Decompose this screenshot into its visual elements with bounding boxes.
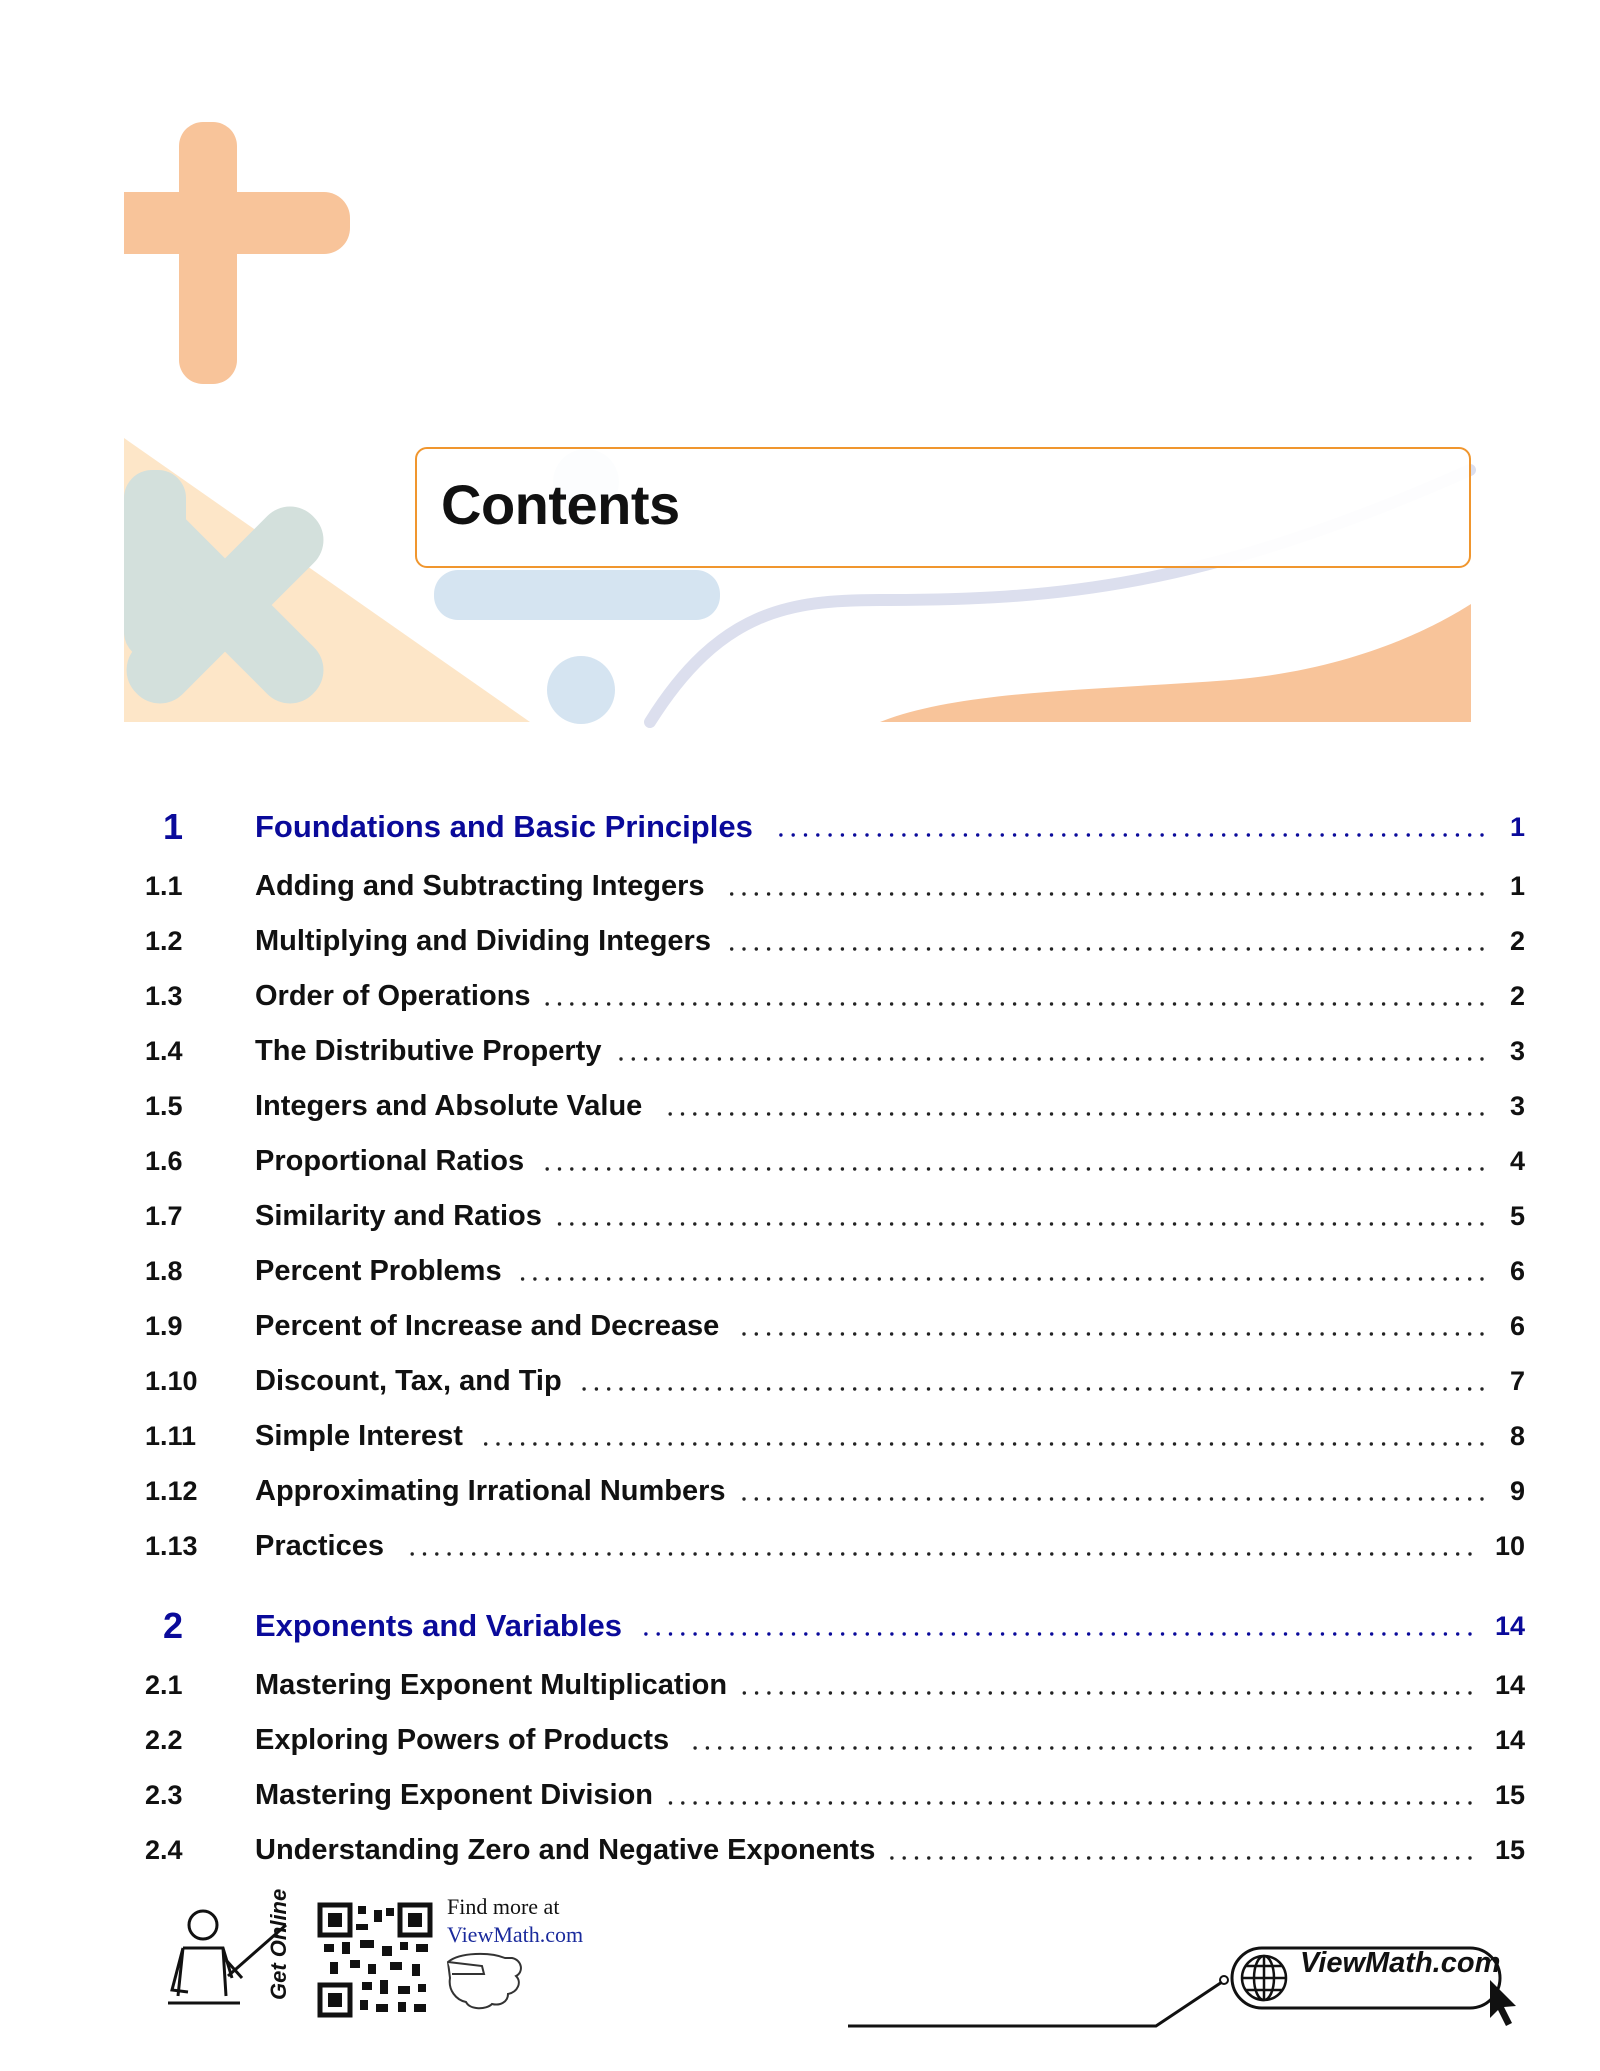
toc-chapter-row[interactable]: [145, 807, 1525, 847]
toc-title[interactable]: Integers and Absolute Value: [255, 1090, 643, 1122]
toc-number: 2: [163, 1605, 184, 1646]
dot-leader: [636, 1606, 1473, 1646]
toc-page-number: 2: [1509, 926, 1525, 956]
toc-number: 2.1: [145, 1670, 183, 1700]
toc-section-row[interactable]: [145, 1471, 1525, 1511]
toc-title[interactable]: Proportional Ratios: [255, 1145, 525, 1177]
toc-page-number: 7: [1509, 1366, 1525, 1396]
toc-section-row[interactable]: [145, 1031, 1525, 1071]
pointing-hand-icon: [448, 1954, 521, 2008]
brand-label[interactable]: ViewMath.com: [1300, 1947, 1501, 1979]
toc-section-row[interactable]: [145, 1830, 1525, 1870]
toc-title[interactable]: Exponents and Variables: [255, 1608, 622, 1643]
dot-leader: [741, 1665, 1473, 1705]
dot-leader: [740, 1471, 1485, 1511]
plus-shape: [124, 122, 350, 384]
toc-title[interactable]: Adding and Subtracting Integers: [255, 870, 705, 902]
toc-section-row[interactable]: [145, 1141, 1525, 1181]
toc-number: 1.13: [145, 1531, 198, 1561]
orange-wave: [880, 604, 1471, 722]
toc-page-number: 14: [1494, 1725, 1525, 1755]
get-online-label: Get Online: [266, 1888, 291, 2000]
dot-leader: [398, 1526, 1473, 1566]
toc-page-number: 10: [1494, 1531, 1525, 1561]
toc-number: 2.2: [145, 1725, 183, 1755]
toc-title[interactable]: Simple Interest: [255, 1420, 463, 1452]
toc-page-number: 9: [1509, 1476, 1525, 1506]
toc-page-number: 1: [1509, 871, 1525, 901]
dot-leader: [767, 807, 1485, 847]
toc-number: 1.8: [145, 1256, 183, 1286]
toc-page-number: 3: [1509, 1036, 1525, 1066]
toc-section-row[interactable]: [145, 976, 1525, 1016]
toc-number: 1.10: [145, 1366, 198, 1396]
toc-title[interactable]: Percent Problems: [255, 1255, 502, 1287]
dot-leader: [545, 976, 1485, 1016]
toc-number: 1.7: [145, 1201, 183, 1231]
dot-leader: [615, 1031, 1485, 1071]
toc-section-row[interactable]: [145, 1775, 1525, 1815]
dot-leader: [733, 1306, 1485, 1346]
find-more-text: Find more at: [447, 1894, 560, 1919]
toc-number: 1: [163, 806, 184, 847]
toc-number: 1.6: [145, 1146, 183, 1176]
toc-page-number: 4: [1509, 1146, 1525, 1176]
globe-icon: [1242, 1956, 1286, 2000]
toc-title[interactable]: Similarity and Ratios: [255, 1200, 542, 1232]
toc-number: 1.12: [145, 1476, 198, 1506]
dot-leader: [477, 1416, 1485, 1456]
toc-section-row[interactable]: [145, 1720, 1525, 1760]
toc-page-number: 15: [1494, 1780, 1525, 1810]
dot-leader: [556, 1196, 1485, 1236]
footer-link[interactable]: ViewMath.com: [447, 1922, 584, 1947]
toc-page-number: 1: [1509, 812, 1525, 842]
toc-title[interactable]: Mastering Exponent Multiplication: [255, 1669, 728, 1701]
dot-leader: [683, 1720, 1473, 1760]
toc-section-row[interactable]: [145, 1665, 1525, 1705]
dot-leader: [719, 866, 1485, 906]
toc-section-row[interactable]: [145, 1251, 1525, 1291]
toc-section-row[interactable]: [145, 1306, 1525, 1346]
dot-leader: [576, 1361, 1485, 1401]
toc-section-row[interactable]: [145, 921, 1525, 961]
toc-number: 1.4: [145, 1036, 183, 1066]
toc-title[interactable]: Percent of Increase and Decrease: [255, 1310, 720, 1342]
toc-title[interactable]: Exploring Powers of Products: [255, 1724, 670, 1756]
dot-leader: [667, 1775, 1473, 1815]
toc-title[interactable]: Discount, Tax, and Tip: [255, 1365, 562, 1397]
dot-leader: [656, 1086, 1485, 1126]
toc-number: 2.4: [145, 1835, 183, 1865]
page-title: Contents: [441, 473, 680, 536]
toc-page-number: 2: [1509, 981, 1525, 1011]
toc-number: 1.11: [145, 1421, 197, 1451]
toc-number: 1.2: [145, 926, 183, 956]
toc-title[interactable]: Understanding Zero and Negative Exponents: [255, 1834, 876, 1866]
toc-title[interactable]: Order of Operations: [255, 980, 531, 1012]
toc-page-number: 8: [1509, 1421, 1525, 1451]
toc-number: 1.9: [145, 1311, 183, 1341]
title-box: [415, 447, 1471, 568]
toc-number: 1.5: [145, 1091, 183, 1121]
toc-section-row[interactable]: [145, 1196, 1525, 1236]
toc-chapter-row[interactable]: [145, 1606, 1525, 1646]
cursor-arrow-icon: [1490, 1980, 1516, 2026]
toc-title[interactable]: The Distributive Property: [255, 1035, 602, 1067]
toc-page-number: 14: [1494, 1611, 1525, 1641]
toc-title[interactable]: Foundations and Basic Principles: [255, 809, 753, 844]
toc-section-row[interactable]: [145, 1526, 1525, 1566]
qr-code-icon: [320, 1905, 430, 2015]
toc-title[interactable]: Mastering Exponent Division: [255, 1779, 653, 1811]
footer-find-more: [447, 1893, 583, 1949]
dot-leader: [516, 1251, 1485, 1291]
toc-number: 1.3: [145, 981, 183, 1011]
dot-leader: [725, 921, 1485, 961]
toc-number: 2.3: [145, 1780, 183, 1810]
toc-title[interactable]: Multiplying and Dividing Integers: [255, 925, 711, 957]
dot-leader: [889, 1830, 1473, 1870]
toc-page-number: 5: [1509, 1201, 1525, 1231]
toc-title[interactable]: Practices: [255, 1530, 384, 1562]
toc-section-row[interactable]: [145, 1361, 1525, 1401]
toc-page-number: 15: [1494, 1835, 1525, 1865]
toc-section-row[interactable]: [145, 866, 1525, 906]
toc-page-number: 6: [1509, 1311, 1525, 1341]
toc-section-row[interactable]: [145, 1086, 1525, 1126]
toc-title[interactable]: Approximating Irrational Numbers: [255, 1475, 726, 1507]
toc-page-number: 3: [1509, 1091, 1525, 1121]
toc-page-number: 14: [1494, 1670, 1525, 1700]
toc-page-number: 6: [1509, 1256, 1525, 1286]
footer-line: [848, 1982, 1222, 2026]
toc-number: 1.1: [145, 871, 183, 901]
dot-leader: [538, 1141, 1485, 1181]
toc-section-row[interactable]: [145, 1416, 1525, 1456]
